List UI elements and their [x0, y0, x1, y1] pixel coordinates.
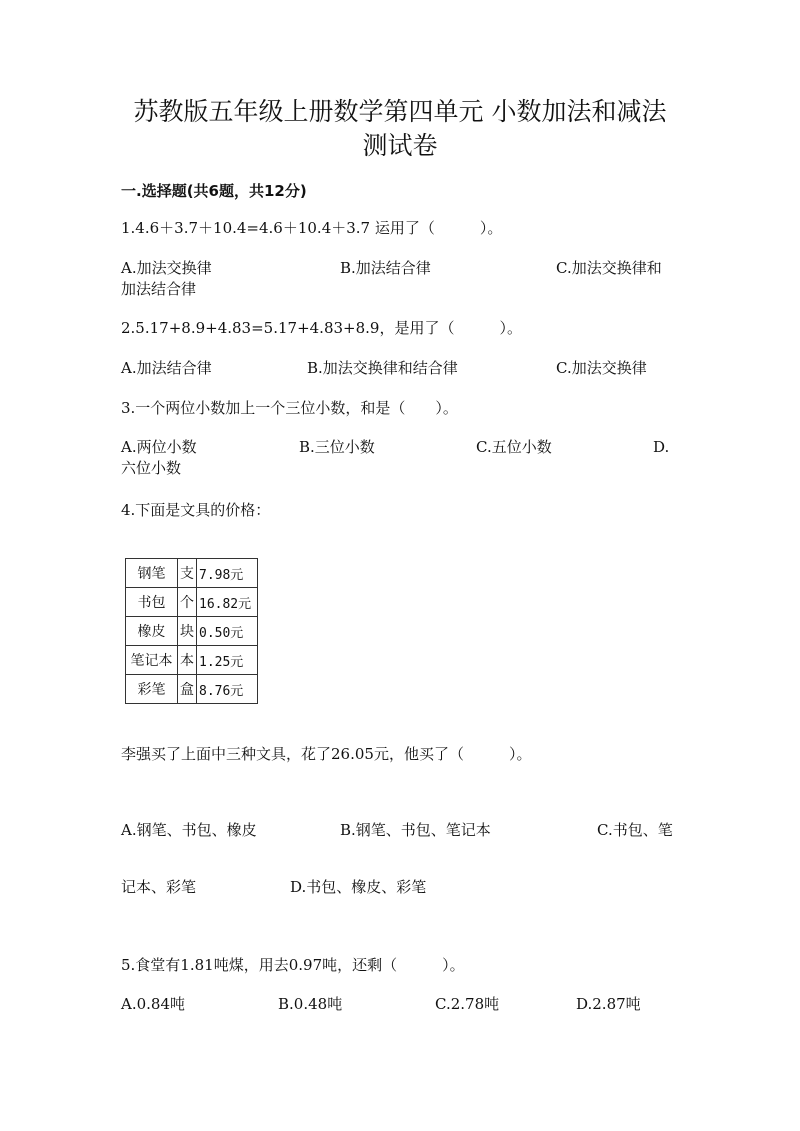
- q2-option-c[interactable]: C.加法交换律: [556, 359, 647, 377]
- q1-option-c-continued: 加法结合律: [121, 280, 197, 298]
- table-cell-price: 0.50元: [197, 617, 258, 646]
- worksheet-title-line1: 苏教版五年级上册数学第四单元 小数加法和减法: [133, 97, 667, 126]
- q4-option-c-continued: 记本、彩笔: [121, 878, 197, 896]
- table-row: [126, 675, 258, 704]
- table-cell-item: 钢笔: [126, 559, 178, 588]
- question-1-stem: 1.4.6＋3.7＋10.4=4.6＋10.4＋3.7 运用了（ ）。: [121, 219, 503, 237]
- q3-option-d-continued: 六位小数: [121, 459, 182, 477]
- table-cell-price: 16.82元: [197, 588, 258, 617]
- table-cell-price: 7.98元: [197, 559, 258, 588]
- stationery-price-table: [125, 558, 258, 704]
- q3-option-a[interactable]: A.两位小数: [121, 438, 197, 456]
- q1-option-a[interactable]: A.加法交换律: [121, 259, 212, 277]
- q3-option-d[interactable]: D.: [653, 438, 670, 456]
- q1-option-c[interactable]: C.加法交换律和: [556, 259, 662, 277]
- table-cell-unit: 支: [178, 559, 197, 588]
- table-cell-item: 彩笔: [126, 675, 178, 704]
- table-row: [126, 588, 258, 617]
- question-4-stem: 4.下面是文具的价格：: [121, 501, 271, 519]
- table-cell-unit: 块: [178, 617, 197, 646]
- q2-option-a[interactable]: A.加法结合律: [121, 359, 212, 377]
- question-4-followup: 李强买了上面中三种文具，花了26.05元，他买了（ ）。: [121, 745, 532, 763]
- question-3-stem: 3.一个两位小数加上一个三位小数，和是（ ）。: [121, 399, 458, 417]
- table-cell-price: 8.76元: [197, 675, 258, 704]
- q4-option-a[interactable]: A.钢笔、书包、橡皮: [121, 821, 257, 839]
- q4-option-c[interactable]: C.书包、笔: [597, 821, 673, 839]
- q2-option-b[interactable]: B.加法交换律和结合律: [307, 359, 458, 377]
- q3-option-c[interactable]: C.五位小数: [476, 438, 552, 456]
- q3-option-b[interactable]: B.三位小数: [299, 438, 375, 456]
- q4-option-d[interactable]: D.书包、橡皮、彩笔: [290, 878, 427, 896]
- table-cell-item: 橡皮: [126, 617, 178, 646]
- worksheet-title-line2: 测试卷: [362, 131, 438, 160]
- q5-option-b[interactable]: B.0.48吨: [278, 995, 343, 1013]
- q4-option-b[interactable]: B.钢笔、书包、笔记本: [340, 821, 491, 839]
- question-5-stem: 5.食堂有1.81吨煤，用去0.97吨，还剩（ ）。: [121, 956, 465, 974]
- table-cell-item: 书包: [126, 588, 178, 617]
- q5-option-d[interactable]: D.2.87吨: [576, 995, 641, 1013]
- table-row: [126, 646, 258, 675]
- q5-option-c[interactable]: C.2.78吨: [435, 995, 500, 1013]
- section-heading: 一.选择题(共6题，共12分): [121, 182, 307, 200]
- table-row: [126, 559, 258, 588]
- table-cell-unit: 盒: [178, 675, 197, 704]
- table-cell-unit: 个: [178, 588, 197, 617]
- table-cell-item: 笔记本: [126, 646, 178, 675]
- table-row: [126, 617, 258, 646]
- question-2-stem: 2.5.17+8.9+4.83=5.17+4.83+8.9，是用了（ ）。: [121, 319, 522, 337]
- q5-option-a[interactable]: A.0.84吨: [121, 995, 185, 1013]
- table-cell-price: 1.25元: [197, 646, 258, 675]
- q1-option-b[interactable]: B.加法结合律: [340, 259, 431, 277]
- table-cell-unit: 本: [178, 646, 197, 675]
